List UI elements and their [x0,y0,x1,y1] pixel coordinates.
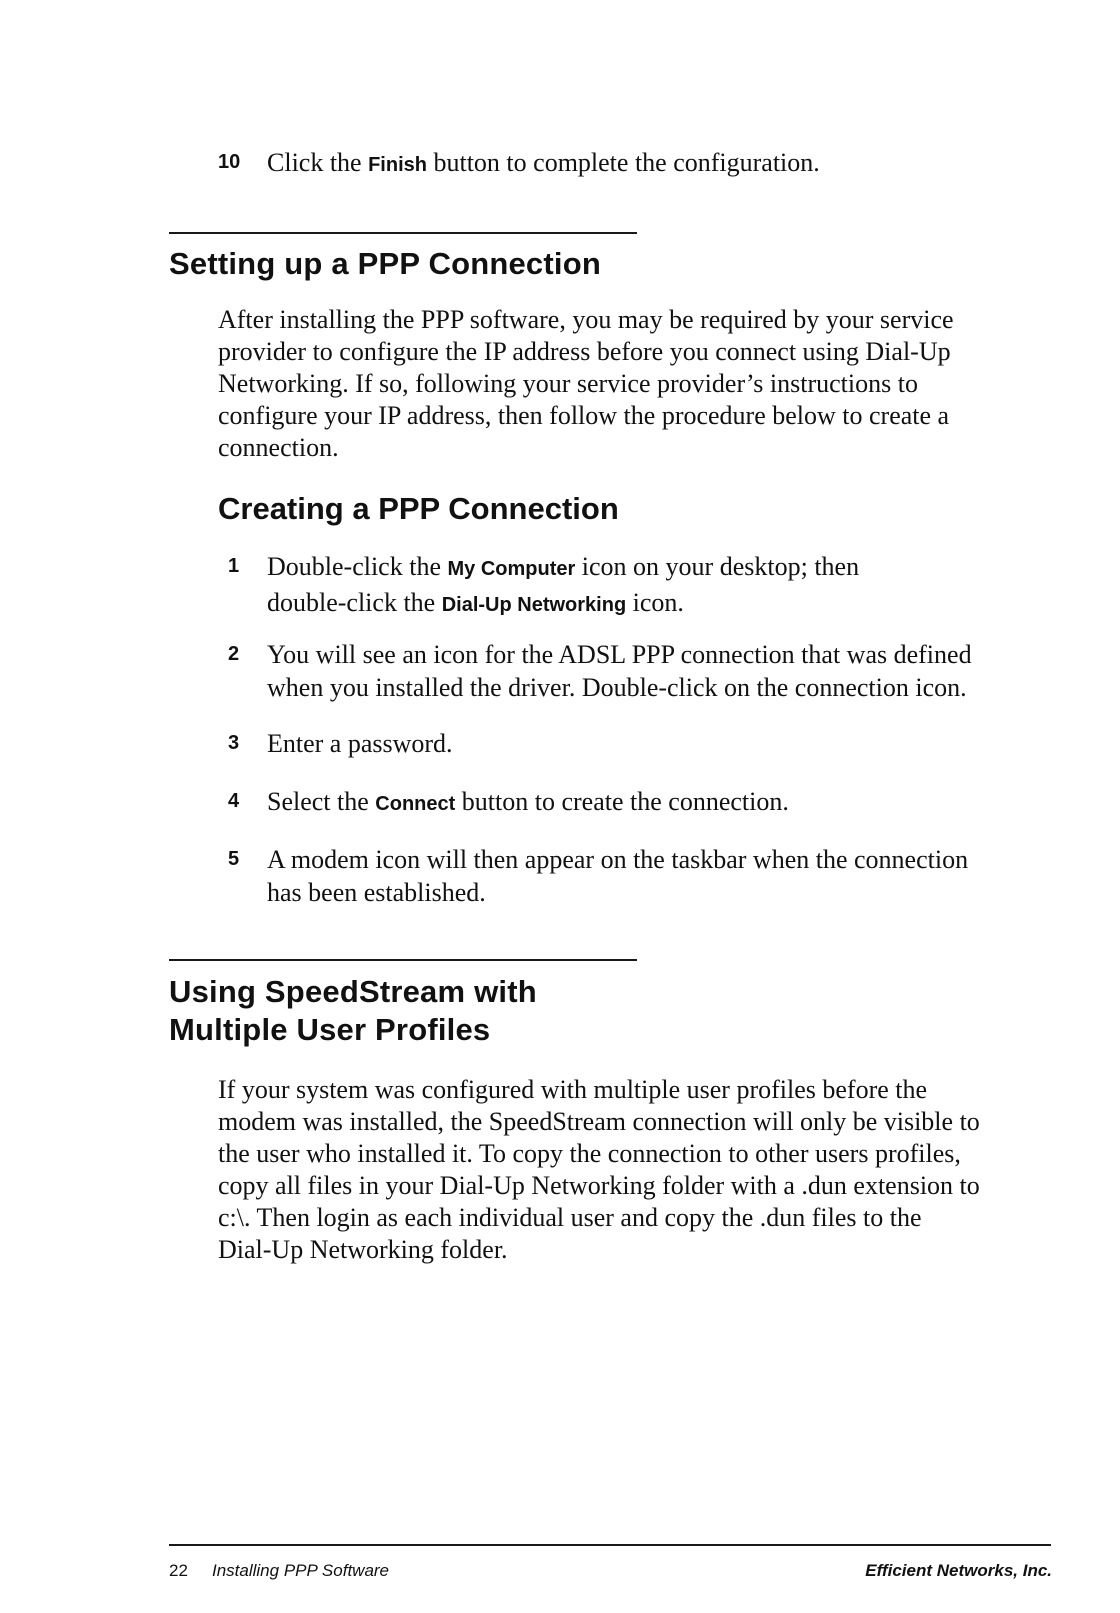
step-number: 3 [228,732,240,754]
ui-term-my-computer: My Computer [447,558,576,580]
step-text: Enter a password. [267,729,453,758]
step-text: Click the Finish button to complete the configuration. [267,148,820,177]
footer-company: Efficient Networks, Inc. [865,1561,1052,1580]
ui-term-dial-up-networking: Dial-Up Networking [441,594,627,616]
step-text: Double-click the My Computer icon on your desktop; then double-click the Dial-Up Networking icon. [267,552,860,617]
paragraph-multiple-profiles: If your system was configured with multiple user profiles before the modem was installed, the SpeedStream connection will only be visible to the user who installed it. To copy the connection to other users profiles, copy all files in your Dial-Up Networking folder with a .dun extension to c:\. Then login as each individual user and copy the .dun files to the Dial-Up Networking folder. [218,1075,980,1264]
step-text: Select the Connect button to create the connection. [267,787,789,816]
footer-section-title: Installing PPP Software [212,1561,390,1580]
step-text: A modem icon will then appear on the taskbar when the connection has been established. [267,845,969,907]
step-number: 2 [228,643,240,665]
step-number: 4 [228,790,240,812]
step-number: 5 [228,848,240,870]
step-number: 10 [218,151,241,173]
heading-speedstream-profiles: Using SpeedStream with Multiple User Profiles [169,974,537,1047]
paragraph-setup-intro: After installing the PPP software, you may be required by your service provider to configure the IP address before you connect using Dial-Up Networking. If so, following your service provider’s instructions to configure your IP address, then follow the procedure below to create a connection. [218,305,954,462]
ui-term-finish: Finish [368,154,427,176]
heading-creating-ppp: Creating a PPP Connection [218,491,619,526]
ui-term-connect: Connect [375,793,456,815]
section-divider [169,232,637,234]
step-text: You will see an icon for the ADSL PPP connection that was defined when you installed the driver. Double-click on the connection icon. [267,640,972,702]
heading-setting-up-ppp: Setting up a PPP Connection [169,246,601,281]
page-number: 22 [169,1561,188,1580]
section-divider [169,959,637,961]
footer-divider [169,1544,1051,1546]
step-number: 1 [228,555,240,577]
